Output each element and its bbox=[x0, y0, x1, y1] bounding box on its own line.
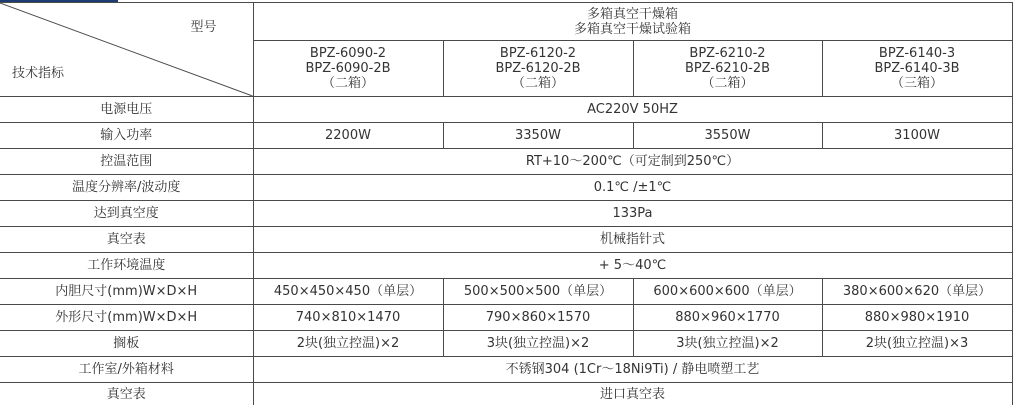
model-box-count: （二箱） bbox=[511, 76, 564, 91]
row-label: 真空表 bbox=[0, 383, 253, 406]
row-value: 3100W bbox=[822, 123, 1012, 149]
row-label: 真空表 bbox=[0, 227, 253, 253]
row-value: 600×600×600（单层） bbox=[633, 279, 822, 305]
row-value: 880×980×1910 bbox=[822, 305, 1012, 331]
model-cell bbox=[633, 41, 822, 97]
model-code: BPZ-6140-3 bbox=[878, 46, 956, 61]
model-code-b: BPZ-6140-3B bbox=[874, 61, 960, 76]
group-title-line1: 多箱真空干燥箱 bbox=[587, 6, 679, 22]
row-value: RT+10～200℃（可定制到250℃） bbox=[253, 149, 1012, 175]
model-cell bbox=[443, 41, 633, 97]
model-code: BPZ-6090-2 bbox=[309, 46, 387, 61]
row-label: 电源电压 bbox=[0, 97, 253, 123]
row-label: 温度分辨率/波动度 bbox=[0, 175, 253, 201]
row-value: 2块(独立控温)×3 bbox=[822, 331, 1012, 357]
row-value: + 5～40℃ bbox=[253, 253, 1012, 279]
model-box-count: （二箱） bbox=[701, 76, 754, 91]
header-corner-cell bbox=[0, 3, 253, 97]
row-value: 2块(独立控温)×2 bbox=[253, 331, 443, 357]
row-value: 进口真空表 bbox=[253, 383, 1012, 406]
row-value: 740×810×1470 bbox=[253, 305, 443, 331]
table-row-shelves bbox=[0, 331, 1012, 357]
row-value: 不锈钢304 (1Cr～18Ni9Ti) / 静电喷塑工艺 bbox=[253, 357, 1012, 383]
row-label: 工作室/外箱材料 bbox=[0, 357, 253, 383]
table-row-input-power bbox=[0, 123, 1012, 149]
model-code-b: BPZ-6090-2B bbox=[305, 61, 391, 76]
table-row-material bbox=[0, 357, 1012, 383]
table-row-outer-size bbox=[0, 305, 1012, 331]
model-cell bbox=[253, 41, 443, 97]
row-value: 3块(独立控温)×2 bbox=[443, 331, 633, 357]
row-value: 3350W bbox=[443, 123, 633, 149]
row-label: 控温范围 bbox=[0, 149, 253, 175]
row-label: 工作环境温度 bbox=[0, 253, 253, 279]
table-row-vacuum-gauge-import bbox=[0, 383, 1012, 406]
row-value: 380×600×620（单层） bbox=[822, 279, 1012, 305]
header-row-group bbox=[0, 3, 1012, 41]
table-row-power-voltage bbox=[0, 97, 1012, 123]
product-group-cell bbox=[253, 3, 1012, 41]
corner-model-label: 型号 bbox=[190, 20, 217, 35]
row-value: 3块(独立控温)×2 bbox=[633, 331, 822, 357]
model-box-count: （二箱） bbox=[321, 76, 374, 91]
model-code: BPZ-6120-2 bbox=[499, 46, 577, 61]
table-row-ambient-temp bbox=[0, 253, 1012, 279]
table-row-temp-range bbox=[0, 149, 1012, 175]
row-value: 3550W bbox=[633, 123, 822, 149]
model-code-b: BPZ-6120-2B bbox=[495, 61, 581, 76]
table-row-vacuum-gauge bbox=[0, 227, 1012, 253]
model-cell bbox=[822, 41, 1012, 97]
table-row-vacuum-level bbox=[0, 201, 1012, 227]
diagonal-divider bbox=[0, 3, 253, 96]
row-value: 450×450×450（单层） bbox=[253, 279, 443, 305]
row-value: 133Pa bbox=[253, 201, 1012, 227]
row-value: 0.1℃ /±1℃ bbox=[253, 175, 1012, 201]
row-label: 达到真空度 bbox=[0, 201, 253, 227]
row-label: 内胆尺寸(mm)W×D×H bbox=[0, 279, 253, 305]
table-row-inner-size bbox=[0, 279, 1012, 305]
model-code: BPZ-6210-2 bbox=[689, 46, 766, 61]
table-row-temp-resolution bbox=[0, 175, 1012, 201]
row-value: 2200W bbox=[253, 123, 443, 149]
row-value: AC220V 50HZ bbox=[253, 97, 1012, 123]
row-value: 790×860×1570 bbox=[443, 305, 633, 331]
row-value: 880×960×1770 bbox=[633, 305, 822, 331]
row-value: 机械指针式 bbox=[253, 227, 1012, 253]
group-title-line2: 多箱真空干燥试验箱 bbox=[574, 21, 692, 37]
row-label: 外形尺寸(mm)W×D×H bbox=[0, 305, 253, 331]
row-value: 500×500×500（单层） bbox=[443, 279, 633, 305]
model-code-b: BPZ-6210-2B bbox=[684, 61, 771, 76]
corner-spec-label: 技术指标 bbox=[12, 66, 65, 81]
row-label: 搁板 bbox=[0, 331, 253, 357]
row-label: 输入功率 bbox=[0, 123, 253, 149]
model-box-count: （三箱） bbox=[891, 76, 944, 91]
spec-table bbox=[0, 2, 1013, 405]
